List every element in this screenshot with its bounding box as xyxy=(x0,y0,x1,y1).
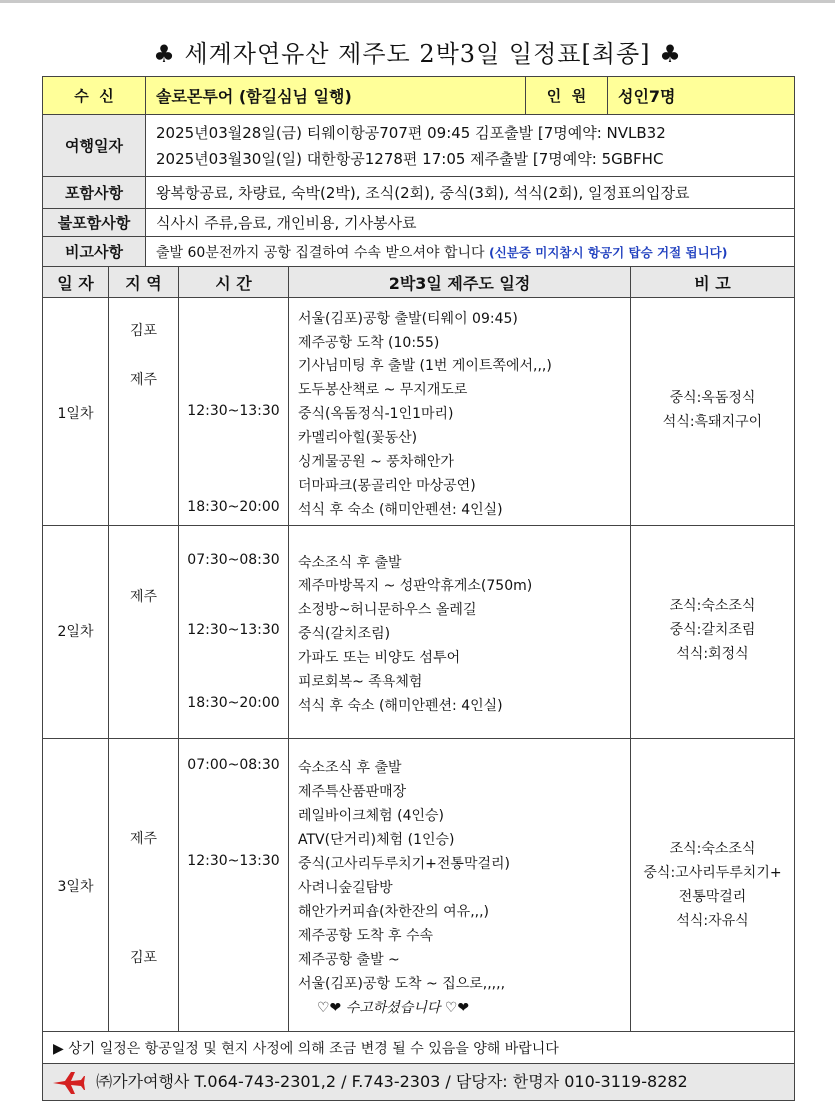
time-dinner: 18:30~20:00 xyxy=(187,499,280,515)
list-item: 제주공항 출발 ~ xyxy=(298,952,400,968)
time-dinner: 18:30~20:00 xyxy=(187,695,280,711)
schedule-table xyxy=(42,266,795,1101)
recipient-value: 솔로몬투어 (함길심님 일행) xyxy=(146,77,526,115)
list-item: 기사님미팅 후 출발 (1번 게이트쪽에서,,,) xyxy=(298,358,552,374)
day-label xyxy=(43,739,109,1032)
list-item: 싱게물공원 ~ 풍차해안가 xyxy=(298,454,454,470)
note-line: 조식:숙소조식 xyxy=(669,841,756,857)
day-row-1 xyxy=(43,298,795,526)
note-cell xyxy=(631,298,795,526)
day-label xyxy=(43,526,109,739)
col-schedule: 2박3일 제주도 일정 xyxy=(289,267,631,298)
list-item: 피로회복~ 족욕체험 xyxy=(298,674,423,690)
day-text: 3일차 xyxy=(57,879,94,895)
title-text: 세계자연유산 제주도 2박3일 일정표[최종] xyxy=(184,40,651,68)
region-jeju: 제주 xyxy=(129,831,158,847)
info-table xyxy=(42,76,795,267)
remark-warning: (신분증 미지참시 항공기 탑승 거절 됩니다) xyxy=(488,244,728,260)
time-lunch: 12:30~13:30 xyxy=(187,403,280,419)
day-row-2 xyxy=(43,526,795,739)
remark-label: 비고사항 xyxy=(43,237,146,267)
list-item: 제주마방목지 ~ 성판악휴게소(750m) xyxy=(298,578,533,594)
list-item: 카멜리아힐(꽃동산) xyxy=(298,430,418,446)
footer-row xyxy=(43,1064,795,1101)
itinerary-sheet xyxy=(42,76,794,1101)
day-text: 2일차 xyxy=(57,624,94,640)
region-cell xyxy=(109,526,179,739)
notice-text: ▶ 상기 일정은 항공일정 및 현지 사정에 의해 조금 변경 될 수 있음을 양해 바랍니다 xyxy=(43,1032,795,1064)
footer xyxy=(43,1064,795,1101)
list-item: 해안가커피숍(차한잔의 여유,,,) xyxy=(298,904,490,920)
col-day: 일 자 xyxy=(43,267,109,298)
remark-text: 출발 60분전까지 공항 집결하여 수속 받으셔야 합니다 xyxy=(156,244,485,261)
meal-notes xyxy=(631,386,794,434)
region-cell xyxy=(109,739,179,1032)
list-item: 제주공항 도착 후 수속 xyxy=(298,928,434,944)
footer-contact: ㈜가가여행사 T.064-743-2301,2 / F.743-2303 / 담당자: 한명자 010-3119-8282 xyxy=(96,1072,688,1092)
exclude-value: 식사시 주류,음료, 개인비용, 기사봉사료 xyxy=(146,209,795,237)
note-line: 중식:고사리두루치기+ xyxy=(643,865,782,881)
list-item: 소정방~허니문하우스 올레길 xyxy=(298,602,477,618)
time-cell xyxy=(179,526,289,739)
people-label: 인 원 xyxy=(526,77,608,115)
col-time: 시 간 xyxy=(179,267,289,298)
schedule-cell xyxy=(289,739,631,1032)
list-item: 레일바이크체험 (4인승) xyxy=(298,808,444,824)
list-item: 사려니숲길탐방 xyxy=(298,880,393,896)
remark-value xyxy=(146,237,795,267)
time-breakfast: 07:30~08:30 xyxy=(187,552,280,568)
schedule-cell xyxy=(289,298,631,526)
note-line: 석식:자유식 xyxy=(676,913,749,929)
note-cell xyxy=(631,526,795,739)
list-item: 제주공항 도착 (10:55) xyxy=(298,335,440,351)
list-item: 숙소조식 후 출발 xyxy=(298,555,402,571)
region-gimpo: 김포 xyxy=(129,950,158,966)
list-item: 서울(김포)공항 도착 ~ 집으로,,,,, xyxy=(298,976,506,992)
travel-dates xyxy=(146,115,795,177)
note-line: 조식:숙소조식 xyxy=(669,598,756,614)
list-item: 가파도 또는 비양도 섬투어 xyxy=(298,650,461,666)
include-label: 포함사항 xyxy=(43,177,146,209)
time-lunch: 12:30~13:30 xyxy=(187,853,280,869)
time-lunch: 12:30~13:30 xyxy=(187,622,280,638)
note-line: 중식:옥돔정식 xyxy=(669,390,756,406)
list-item: 중식(옥돔정식-1인1마리) xyxy=(298,406,454,422)
top-rule xyxy=(0,0,835,3)
list-item: 석식 후 숙소 (해미안펜션: 4인실) xyxy=(298,502,503,518)
list-item: 석식 후 숙소 (해미안펜션: 4인실) xyxy=(298,698,503,714)
farewell-message: ♡❤ 수고하셨습니다 ♡❤ xyxy=(317,1000,470,1016)
day-text: 1일차 xyxy=(57,406,94,422)
note-line: 중식:갈치조림 xyxy=(669,622,756,638)
list-item: 제주특산품판매장 xyxy=(298,784,407,800)
note-line: 석식:흑돼지구이 xyxy=(662,414,763,430)
col-region: 지 역 xyxy=(109,267,179,298)
club-icon: ♣ xyxy=(659,40,682,68)
time-cell xyxy=(179,298,289,526)
day-row-3 xyxy=(43,739,795,1032)
list-item: 중식(고사리두루치기+전통막걸리) xyxy=(298,856,510,872)
date-line-2: 2025년03월30일(일) 대한항공1278편 17:05 제주출발 [7명예약: 5GBFHC xyxy=(156,149,664,168)
notice-row xyxy=(43,1032,795,1064)
col-note: 비 고 xyxy=(631,267,795,298)
time-cell xyxy=(179,739,289,1032)
page-title xyxy=(0,34,835,69)
schedule-header xyxy=(43,267,795,298)
region-gimpo: 김포 xyxy=(129,323,158,339)
note-line: 석식:회정식 xyxy=(676,646,749,662)
note-line: 전통막걸리 xyxy=(678,889,747,905)
region-jeju: 제주 xyxy=(129,589,158,605)
day-label xyxy=(43,298,109,526)
time-breakfast: 07:00~08:30 xyxy=(187,757,280,773)
date-line-1: 2025년03월28일(금) 티웨이항공707편 09:45 김포출발 [7명예약: NVLB32 xyxy=(156,123,666,142)
date-label: 여행일자 xyxy=(43,115,146,177)
airplane-icon xyxy=(51,1071,85,1095)
region-cell xyxy=(109,298,179,526)
list-item: 더마파크(몽골리안 마상공연) xyxy=(298,478,476,494)
club-icon: ♣ xyxy=(153,40,176,68)
list-item: 서울(김포)공항 출발(티웨이 09:45) xyxy=(298,311,518,327)
recipient-label: 수 신 xyxy=(43,77,146,115)
schedule-cell xyxy=(289,526,631,739)
exclude-label: 불포함사항 xyxy=(43,209,146,237)
list-item: 중식(갈치조림) xyxy=(298,626,391,642)
people-value: 성인7명 xyxy=(608,77,795,115)
region-jeju: 제주 xyxy=(129,372,158,388)
note-cell xyxy=(631,739,795,1032)
meal-notes xyxy=(631,594,794,666)
list-item: ATV(단거리)체험 (1인승) xyxy=(298,832,455,848)
list-item: 숙소조식 후 출발 xyxy=(298,760,402,776)
list-item: 도두봉산책로 ~ 무지개도로 xyxy=(298,382,468,398)
meal-notes xyxy=(631,837,794,933)
include-value: 왕복항공료, 차량료, 숙박(2박), 조식(2회), 중식(3회), 석식(2회), 일정표의입장료 xyxy=(146,177,795,209)
